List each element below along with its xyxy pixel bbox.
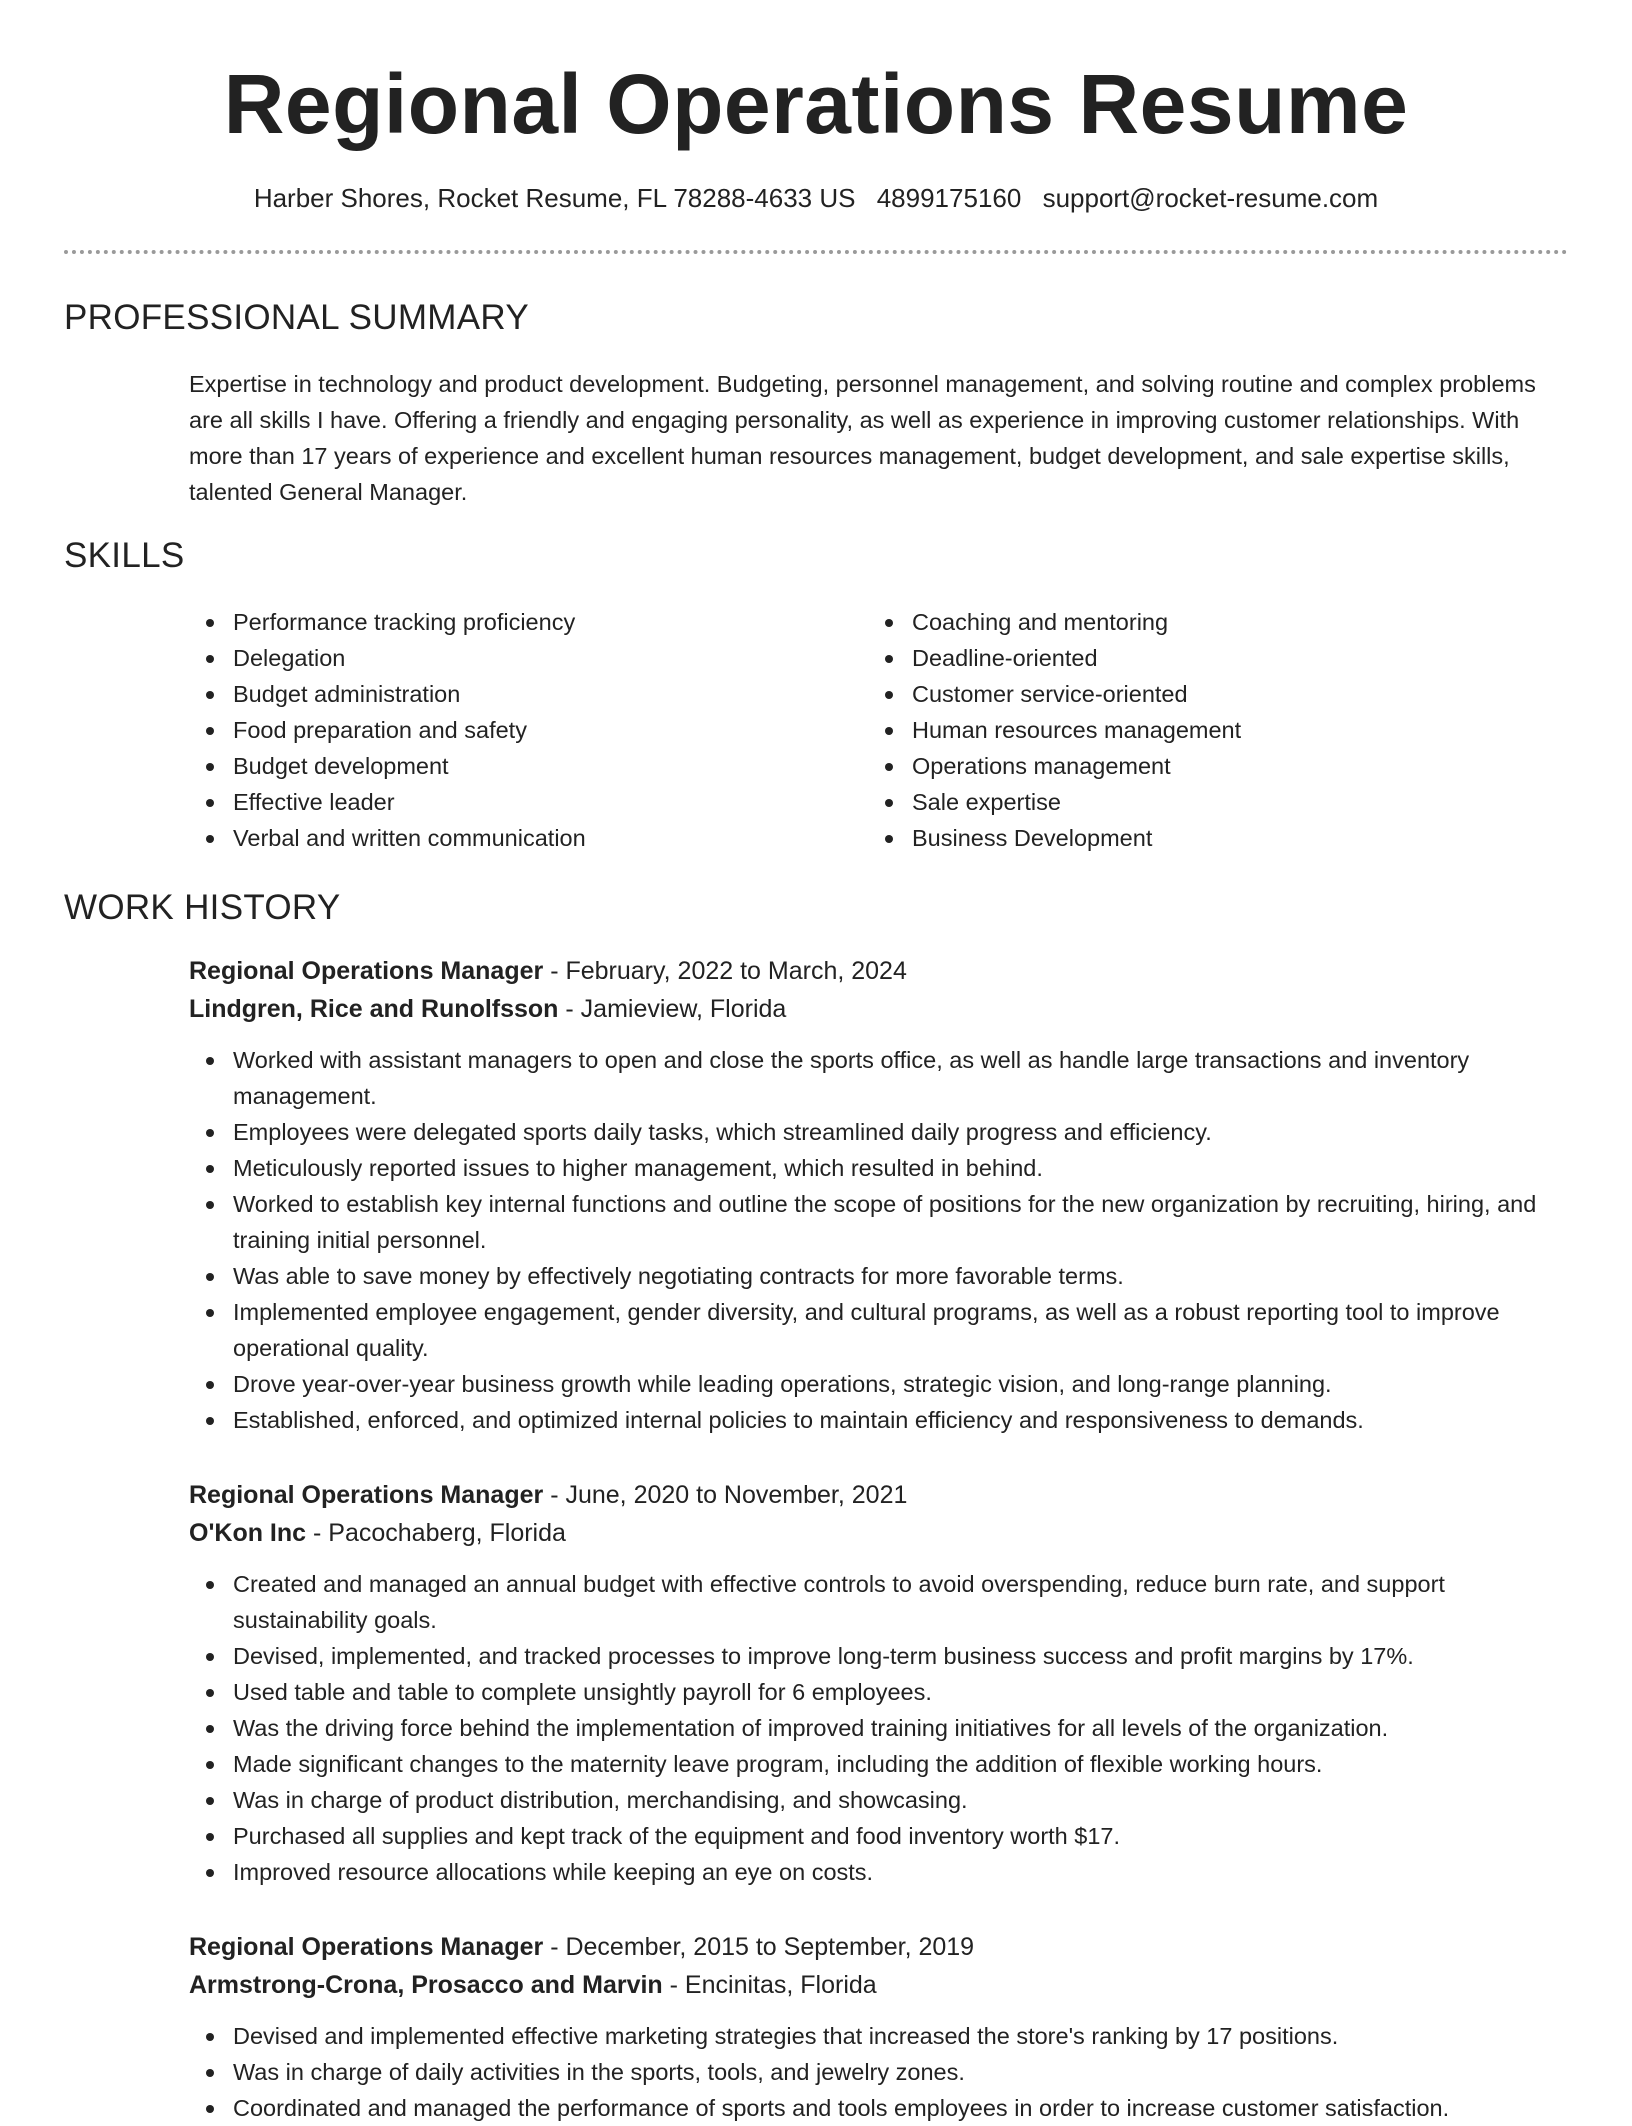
job-title-line <box>189 1476 1569 1514</box>
header-divider <box>64 250 1568 254</box>
job-entry <box>189 1928 1569 2126</box>
skill-item: Effective leader <box>189 784 849 820</box>
job-bullet: Worked to establish key internal functions and outline the scope of positions for the new organization by recruiting, hiring, and training initial personnel. <box>189 1186 1569 1258</box>
summary-heading: PROFESSIONAL SUMMARY <box>64 298 529 337</box>
job-bullet: Devised, implemented, and tracked processes to improve long-term business success and profit margins by 17%. <box>189 1638 1569 1674</box>
job-bullet: Made significant changes to the maternity leave program, including the addition of flexible working hours. <box>189 1746 1569 1782</box>
job-bullet: Was able to save money by effectively negotiating contracts for more favorable terms. <box>189 1258 1569 1294</box>
skill-item: Deadline-oriented <box>868 640 1548 676</box>
skill-item: Budget administration <box>189 676 849 712</box>
job-bullet: Worked with assistant managers to open and close the sports office, as well as handle large transactions and inventory management. <box>189 1042 1569 1114</box>
job-bullets <box>189 2018 1569 2126</box>
job-bullet: Implemented employee engagement, gender diversity, and cultural programs, as well as a robust reporting tool to improve operational quality. <box>189 1294 1569 1366</box>
skill-item: Sale expertise <box>868 784 1548 820</box>
job-dates: - December, 2015 to September, 2019 <box>543 1933 975 1961</box>
job-title: Regional Operations Manager <box>189 957 544 985</box>
job-dates: - June, 2020 to November, 2021 <box>543 1481 908 1509</box>
job-bullet: Was the driving force behind the implementation of improved training initiatives for all levels of the organization. <box>189 1710 1569 1746</box>
job-bullet: Coordinated and managed the performance of sports and tools employees in order to increase customer satisfaction. <box>189 2090 1569 2126</box>
job-company-line <box>189 1514 1569 1552</box>
job-company: Armstrong-Crona, Prosacco and Marvin <box>189 1971 663 1999</box>
job-bullet: Drove year-over-year business growth while leading operations, strategic vision, and long-range planning. <box>189 1366 1569 1402</box>
job-bullet: Devised and implemented effective marketing strategies that increased the store's ranking by 17 positions. <box>189 2018 1569 2054</box>
skill-item: Budget development <box>189 748 849 784</box>
job-bullet: Created and managed an annual budget with effective controls to avoid overspending, reduce burn rate, and support sustainability goals. <box>189 1566 1569 1638</box>
resume-title: Regional Operations Resume <box>223 57 1409 151</box>
skills-heading: SKILLS <box>64 536 185 575</box>
job-location: - Pacochaberg, Florida <box>306 1519 566 1547</box>
job-bullet: Was in charge of product distribution, merchandising, and showcasing. <box>189 1782 1569 1818</box>
skill-item: Performance tracking proficiency <box>189 604 849 640</box>
job-bullet: Improved resource allocations while keeping an eye on costs. <box>189 1854 1569 1890</box>
skill-item: Business Development <box>868 820 1548 856</box>
skills-list-right <box>868 604 1548 856</box>
job-bullets <box>189 1042 1569 1438</box>
skills-list-left <box>189 604 849 856</box>
job-dates: - February, 2022 to March, 2024 <box>543 957 907 985</box>
work-history-heading: WORK HISTORY <box>64 888 341 927</box>
job-entry <box>189 952 1569 1438</box>
job-location: - Jamieview, Florida <box>558 995 787 1023</box>
skill-item: Verbal and written communication <box>189 820 849 856</box>
job-bullet: Meticulously reported issues to higher management, which resulted in behind. <box>189 1150 1569 1186</box>
skill-item: Customer service-oriented <box>868 676 1548 712</box>
skill-item: Food preparation and safety <box>189 712 849 748</box>
job-company: O'Kon Inc <box>189 1519 307 1547</box>
skill-item: Coaching and mentoring <box>868 604 1548 640</box>
job-company-line <box>189 1966 1569 2004</box>
skill-item: Operations management <box>868 748 1548 784</box>
contact-line <box>0 180 1632 216</box>
job-company: Lindgren, Rice and Runolfsson <box>189 995 559 1023</box>
job-title-line <box>189 1928 1569 1966</box>
job-title: Regional Operations Manager <box>189 1481 544 1509</box>
job-bullet: Used table and table to complete unsightly payroll for 6 employees. <box>189 1674 1569 1710</box>
job-location: - Encinitas, Florida <box>662 1971 877 1999</box>
summary-text: Expertise in technology and product development. Budgeting, personnel management, and solving routine and complex problems are all skills I have. Offering a friendly and engaging personality, as well as experience in improving customer relationships. With more than 17 years of experience and excellent human resources management, budget development, and sale expertise skills, talented General Manager. <box>189 371 1536 505</box>
job-bullet: Employees were delegated sports daily tasks, which streamlined daily progress and efficiency. <box>189 1114 1569 1150</box>
job-title-line <box>189 952 1569 990</box>
skill-item: Human resources management <box>868 712 1548 748</box>
skill-item: Delegation <box>189 640 849 676</box>
job-title: Regional Operations Manager <box>189 1933 544 1961</box>
job-bullets <box>189 1566 1569 1890</box>
job-company-line <box>189 990 1569 1028</box>
job-entry <box>189 1476 1569 1890</box>
contact-phone: 4899175160 <box>876 183 1022 213</box>
contact-address: Harber Shores, Rocket Resume, FL 78288-4633 US <box>253 183 856 213</box>
job-bullet: Purchased all supplies and kept track of the equipment and food inventory worth $17. <box>189 1818 1569 1854</box>
contact-email: support@rocket-resume.com <box>1042 183 1379 213</box>
job-bullet: Established, enforced, and optimized internal policies to maintain efficiency and responsiveness to demands. <box>189 1402 1569 1438</box>
job-bullet: Was in charge of daily activities in the sports, tools, and jewelry zones. <box>189 2054 1569 2090</box>
